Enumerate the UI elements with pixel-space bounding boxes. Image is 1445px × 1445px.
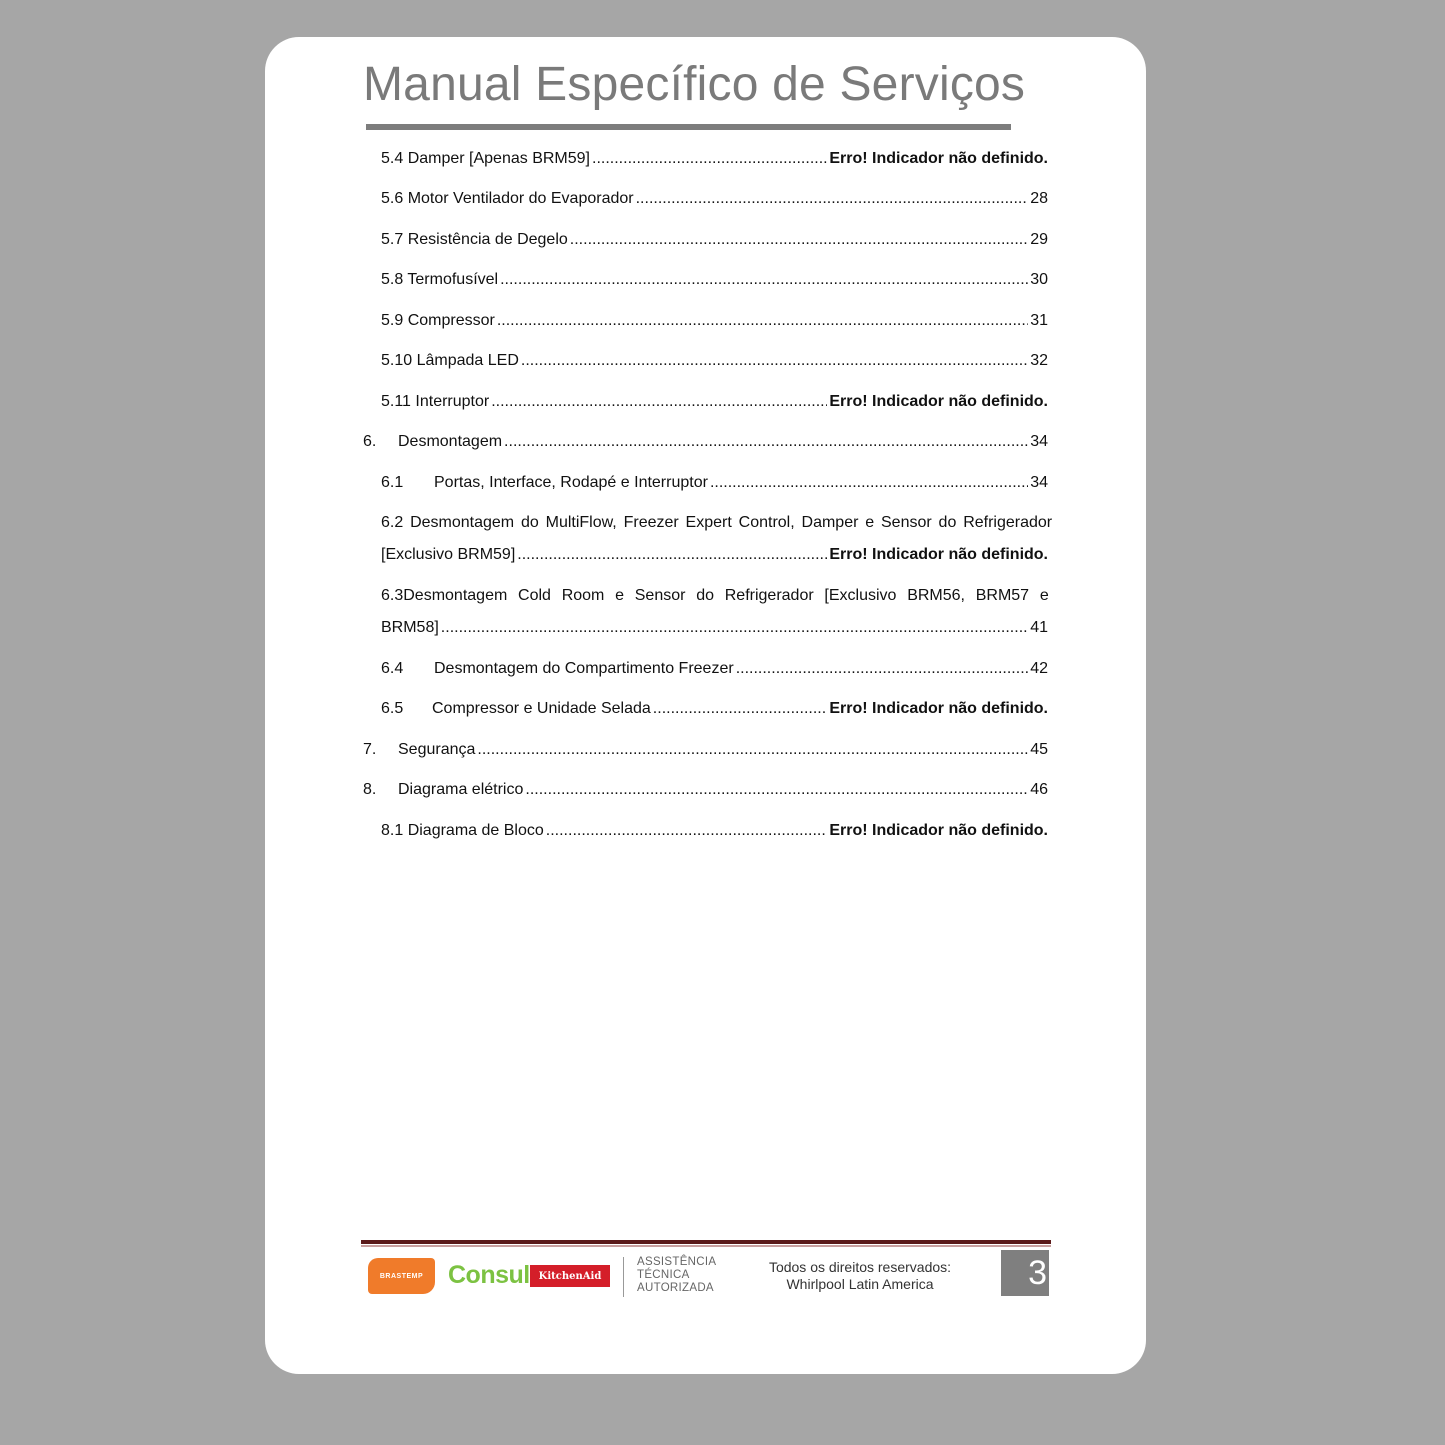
toc-page-ref: Erro! Indicador não definido. (829, 546, 1048, 563)
toc-number: 8. (363, 781, 377, 798)
toc-entry[interactable] (381, 474, 1048, 496)
consul-logo: Consul (448, 1261, 530, 1289)
toc-leader (517, 546, 827, 564)
assist-line: TÉCNICA (637, 1269, 690, 1281)
toc-page-ref: Erro! Indicador não definido. (829, 150, 1048, 167)
toc-leader (441, 619, 1028, 637)
toc-entry[interactable] (381, 822, 1048, 844)
toc-label: 5.7 Resistência de Degelo (381, 231, 568, 248)
toc-leader (546, 822, 828, 840)
toc-entry[interactable] (381, 271, 1048, 293)
toc-number: 7. (363, 741, 377, 758)
toc-leader (736, 660, 1029, 678)
toc-number: 6. (363, 433, 377, 450)
toc-entry[interactable] (381, 700, 1048, 722)
toc-entry[interactable] (381, 150, 1048, 172)
toc-page-ref: 29 (1030, 231, 1048, 248)
toc-leader (491, 393, 827, 411)
toc-entry[interactable] (381, 190, 1048, 212)
toc-leader (525, 781, 1028, 799)
toc-page-ref: 28 (1030, 190, 1048, 207)
toc-page-ref: 46 (1030, 781, 1048, 798)
toc-entry[interactable] (381, 312, 1048, 334)
toc-leader (636, 190, 1029, 208)
toc-leader (521, 352, 1028, 370)
toc-label-line: 6.2 Desmontagem do MultiFlow, Freezer Expert Control, Damper e Sensor do Refrigerador (381, 514, 1053, 531)
toc-label: Desmontagem (398, 433, 503, 450)
toc-leader (710, 474, 1028, 492)
toc-label: Portas, Interface, Rodapé e Interruptor (434, 474, 708, 491)
brastemp-logo: BRASTEMP (368, 1258, 435, 1294)
footer-divider (623, 1257, 624, 1297)
toc-label: Compressor e Unidade Selada (432, 700, 651, 717)
toc-page-ref: Erro! Indicador não definido. (829, 393, 1048, 410)
toc-label: 5.6 Motor Ventilador do Evaporador (381, 190, 634, 207)
footer-rule-accent (361, 1245, 1051, 1247)
toc-page-ref: 41 (1030, 619, 1048, 636)
toc-entry[interactable] (381, 660, 1048, 682)
kitchenaid-logo: KitchenAid (530, 1265, 610, 1287)
assist-line: AUTORIZADA (637, 1282, 714, 1294)
page-number: 3 (1001, 1250, 1049, 1296)
toc-number: 6.5 (381, 700, 404, 717)
footer-rule (361, 1240, 1051, 1244)
document-page (265, 37, 1146, 1374)
toc-number: 6.4 (381, 660, 404, 677)
toc-page-ref: 34 (1030, 433, 1048, 450)
toc-leader (504, 433, 1028, 451)
authorized-assistance-label (637, 1256, 716, 1295)
toc-page-ref: 32 (1030, 352, 1048, 369)
toc-entry[interactable] (363, 781, 1048, 803)
toc-leader (477, 741, 1028, 759)
toc-number: 6.3 (381, 587, 404, 604)
toc-leader (653, 700, 828, 718)
toc-leader (497, 312, 1028, 330)
toc-label: BRM58] (381, 619, 439, 636)
toc-number: 6.1 (381, 474, 404, 491)
toc-leader (570, 231, 1028, 249)
table-of-contents (265, 37, 1146, 937)
toc-entry[interactable] (381, 231, 1048, 253)
toc-entry[interactable] (381, 393, 1048, 415)
toc-leader (592, 150, 827, 168)
toc-label-line: Desmontagem Cold Room e Sensor do Refrigerador [Exclusivo BRM56, BRM57 e (403, 587, 1049, 604)
toc-label: 5.9 Compressor (381, 312, 495, 329)
toc-entry[interactable] (381, 619, 1048, 641)
rights-line: Todos os direitos reservados: (768, 1259, 952, 1275)
toc-entry[interactable] (363, 433, 1048, 455)
toc-leader (500, 271, 1028, 289)
toc-label: Desmontagem do Compartimento Freezer (434, 660, 734, 677)
rights-line: Whirlpool Latin America (786, 1276, 934, 1292)
toc-label: 5.11 Interruptor (381, 393, 490, 410)
page-title: Manual Específico de Serviços (363, 58, 1026, 111)
toc-label: [Exclusivo BRM59] (381, 546, 516, 563)
toc-label: 5.10 Lâmpada LED (381, 352, 519, 369)
toc-entry[interactable] (381, 352, 1048, 374)
toc-entry[interactable] (381, 546, 1048, 568)
toc-entry[interactable] (363, 741, 1048, 763)
toc-entry-line[interactable] (381, 514, 1053, 532)
toc-page-ref: 45 (1030, 741, 1048, 758)
copyright-notice (745, 1259, 975, 1293)
toc-label: 5.8 Termofusível (381, 271, 499, 288)
toc-page-ref: 34 (1030, 474, 1048, 491)
toc-entry-line[interactable] (381, 587, 1048, 605)
toc-page-ref: 31 (1030, 312, 1048, 329)
toc-page-ref: Erro! Indicador não definido. (829, 822, 1048, 839)
toc-page-ref: 42 (1030, 660, 1048, 677)
toc-label: Segurança (398, 741, 476, 758)
toc-label: Diagrama elétrico (398, 781, 524, 798)
toc-label: 8.1 Diagrama de Bloco (381, 822, 544, 839)
toc-page-ref: Erro! Indicador não definido. (829, 700, 1048, 717)
assist-line: ASSISTÊNCIA (637, 1256, 717, 1268)
toc-label: 5.4 Damper [Apenas BRM59] (381, 150, 590, 167)
toc-page-ref: 30 (1030, 271, 1048, 288)
